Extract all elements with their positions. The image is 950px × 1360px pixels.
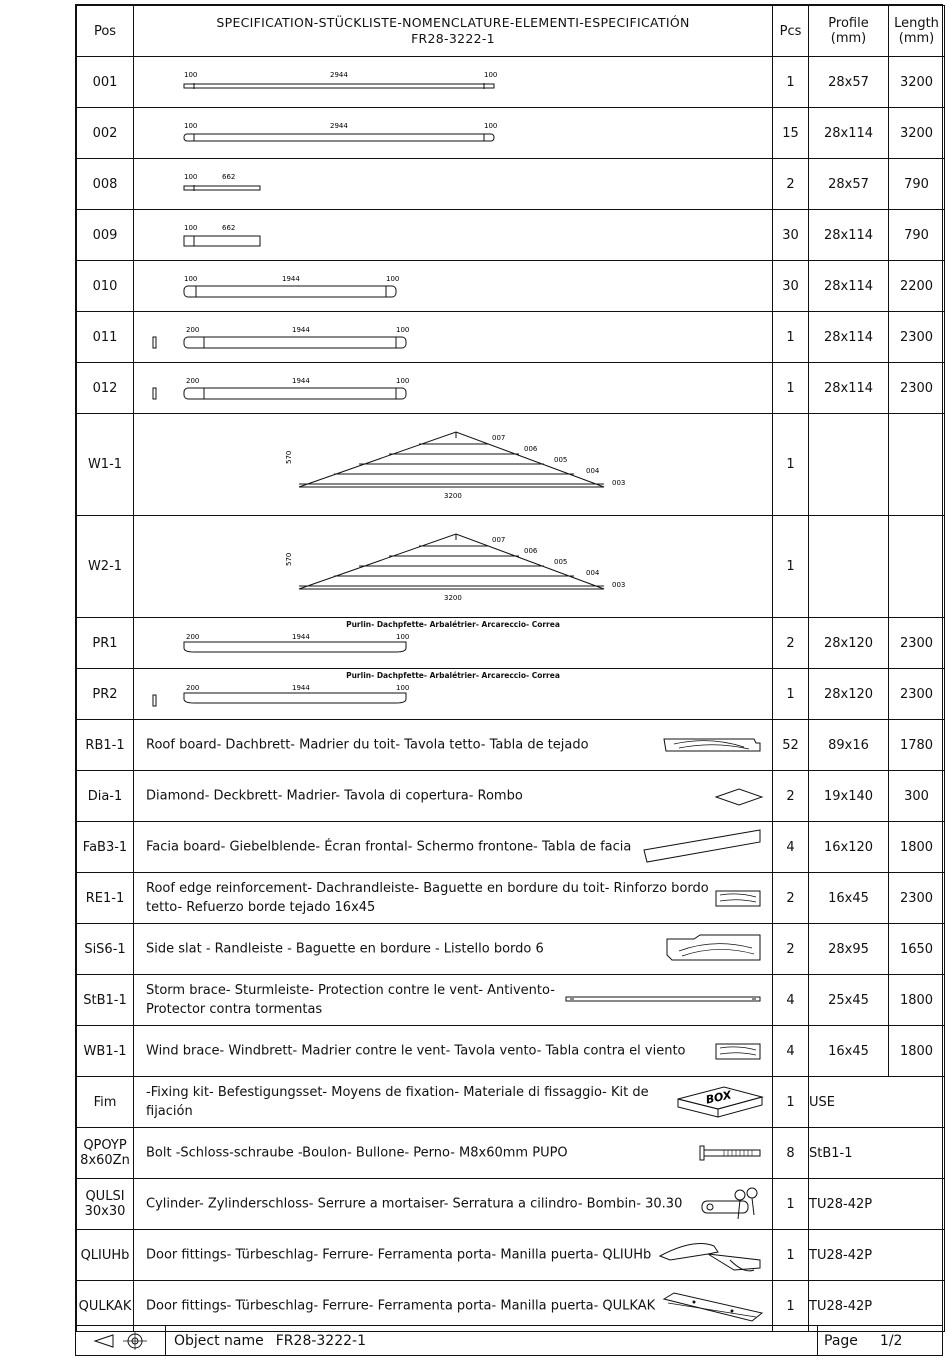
dim-label: 570: [285, 552, 293, 566]
row-pos: RE1-1: [77, 873, 134, 924]
dim-label: 200: [186, 377, 200, 385]
row-profile: 19x140: [809, 771, 889, 822]
row-use: TU28-42P: [809, 1281, 945, 1332]
door-handle-icon: [134, 1230, 773, 1281]
dim-label: 100: [396, 633, 410, 641]
row-pcs: 30: [773, 210, 809, 261]
description-cell: [134, 1179, 773, 1230]
row-length: 2300: [889, 312, 945, 363]
row-length: 1780: [889, 720, 945, 771]
row-length: [889, 414, 945, 516]
dim-label: 100: [386, 275, 400, 283]
row-pcs: 2: [773, 771, 809, 822]
row-pcs: 2: [773, 924, 809, 975]
row-pos: QLIUHb: [77, 1230, 134, 1281]
row-pos: 010: [77, 261, 134, 312]
side-slat-profile-icon: [134, 924, 773, 975]
description-cell: [134, 771, 773, 822]
dim-label: 662: [222, 224, 236, 232]
description-cell: [134, 1230, 773, 1281]
specification-sheet: [75, 4, 943, 1356]
row-length: 1800: [889, 1026, 945, 1077]
row-pcs: 2: [773, 873, 809, 924]
part-drawing-cell: [134, 159, 773, 210]
part-label: 005: [554, 558, 568, 566]
row-length: 2200: [889, 261, 945, 312]
object-name-label: Object name: [174, 1332, 264, 1349]
dim-label: 3200: [444, 594, 462, 602]
row-pos-line-2: 8x60Zn: [80, 1153, 130, 1168]
row-length: 3200: [889, 108, 945, 159]
dim-label: 1944: [292, 633, 310, 641]
sheet-code: FR28-3222-1: [411, 31, 495, 46]
row-length: 2300: [889, 363, 945, 414]
row-profile: 28x114: [809, 312, 889, 363]
table-row: [77, 771, 945, 822]
row-profile: 16x45: [809, 873, 889, 924]
page-label: Page: [824, 1332, 858, 1349]
part-description: Diamond- Deckbrett- Madrier- Tavola di copertura- Rombo: [146, 788, 523, 804]
table-row: [77, 1077, 945, 1128]
row-pcs: 1: [773, 312, 809, 363]
part-label: 004: [586, 569, 600, 577]
row-length: [889, 516, 945, 618]
header-profile: [809, 6, 889, 57]
description-cell: [134, 873, 773, 924]
row-pcs: 2: [773, 618, 809, 669]
roof-board-profile-icon: [134, 720, 773, 771]
edge-strip-icon: [134, 873, 773, 924]
row-profile: 28x120: [809, 618, 889, 669]
dim-label: 100: [484, 122, 498, 130]
row-profile: 28x114: [809, 261, 889, 312]
dim-label: 100: [396, 326, 410, 334]
description-line-2: tetto- Refuerzo borde tejado 16x45: [146, 900, 376, 915]
projection-symbol-cell: [76, 1326, 166, 1355]
description-cell: [134, 1281, 773, 1332]
plank-drawing: [134, 159, 773, 210]
row-profile: 28x114: [809, 363, 889, 414]
object-name-value: FR28-3222-1: [275, 1332, 366, 1349]
truss-drawing: [134, 516, 773, 618]
row-pcs: 1: [773, 1230, 809, 1281]
row-pos: 009: [77, 210, 134, 261]
row-pcs: 1: [773, 57, 809, 108]
page-cell: [818, 1326, 942, 1355]
dim-label: 1944: [282, 275, 300, 283]
part-description: Wind brace- Windbrett- Madrier contre le vent- Tavola vento- Tabla contra el viento: [146, 1043, 686, 1059]
part-description: Side slat - Randleiste - Baguette en bordure - Listello bordo 6: [146, 941, 544, 957]
diamond-icon: [134, 771, 773, 822]
plank-drawing: [134, 312, 773, 363]
description-line-1: Roof edge reinforcement- Dachrandleiste- Baguette en bordure du toit- Rinforzo bordo: [146, 881, 709, 896]
table-row: [77, 1281, 945, 1332]
header-length-label: Length: [894, 16, 939, 31]
plank-drawing: [134, 108, 773, 159]
dim-label: 200: [186, 326, 200, 334]
row-pos: W2-1: [77, 516, 134, 618]
table-row: [77, 618, 945, 669]
row-pos: Fim: [77, 1077, 134, 1128]
row-profile: 25x45: [809, 975, 889, 1026]
table-row: [77, 1026, 945, 1077]
dim-label: 200: [186, 684, 200, 692]
part-drawing-cell: [134, 363, 773, 414]
row-length: 1650: [889, 924, 945, 975]
row-pcs: 1: [773, 363, 809, 414]
table-row: [77, 1230, 945, 1281]
plank-drawing: [134, 210, 773, 261]
table-row: [77, 1179, 945, 1230]
row-pos: StB1-1: [77, 975, 134, 1026]
table-row: [77, 516, 945, 618]
wind-brace-icon: [134, 1026, 773, 1077]
table-row: [77, 822, 945, 873]
description-cell: [134, 975, 773, 1026]
row-length: 1800: [889, 822, 945, 873]
box-label: BOX: [704, 1088, 733, 1107]
plank-drawing: [134, 618, 773, 669]
row-pcs: 1: [773, 414, 809, 516]
row-pcs: 2: [773, 159, 809, 210]
row-pos: 002: [77, 108, 134, 159]
header-length-unit: (mm): [898, 31, 935, 46]
table-row: [77, 312, 945, 363]
sheet-title: SPECIFICATION-STÜCKLISTE-NOMENCLATURE-ELEMENTI-ESPECIFICATIÓN: [216, 15, 690, 30]
dim-label: 100: [184, 122, 198, 130]
row-profile: 28x114: [809, 108, 889, 159]
part-label: 006: [524, 445, 538, 453]
part-drawing-cell: [134, 108, 773, 159]
row-pos: [77, 1128, 134, 1179]
header-profile-label: Profile: [828, 16, 869, 31]
table-row: [77, 873, 945, 924]
storm-brace-icon: [134, 975, 773, 1026]
bolt-icon: [134, 1128, 773, 1179]
purlin-note: Purlin- Dachpfette- Arbalétrier- Arcareccio- Correa: [346, 620, 560, 629]
dim-label: 3200: [444, 492, 462, 500]
dim-label: 100: [184, 275, 198, 283]
row-use: USE: [809, 1077, 945, 1128]
description-cell: [134, 720, 773, 771]
part-label: 005: [554, 456, 568, 464]
table-row: [77, 720, 945, 771]
description-line-2: fijación: [146, 1104, 193, 1119]
dim-label: 200: [186, 633, 200, 641]
row-length: 2300: [889, 873, 945, 924]
part-label: 006: [524, 547, 538, 555]
row-profile: [809, 414, 889, 516]
row-pos: 011: [77, 312, 134, 363]
part-description: Door fittings- Türbeschlag- Ferrure- Ferramenta porta- Manilla puerta- QLIUHb: [146, 1247, 652, 1263]
row-use: TU28-42P: [809, 1179, 945, 1230]
table-row: [77, 924, 945, 975]
row-pcs: 1: [773, 669, 809, 720]
row-pos: RB1-1: [77, 720, 134, 771]
table-row: [77, 210, 945, 261]
row-length: 2300: [889, 669, 945, 720]
row-profile: 28x57: [809, 159, 889, 210]
row-profile: 28x95: [809, 924, 889, 975]
row-pcs: 1: [773, 1179, 809, 1230]
row-pos: PR2: [77, 669, 134, 720]
row-profile: 28x114: [809, 210, 889, 261]
row-profile: 89x16: [809, 720, 889, 771]
box-icon: [134, 1077, 773, 1128]
dim-label: 2944: [330, 122, 348, 130]
row-length: 790: [889, 159, 945, 210]
header-length: [889, 6, 945, 57]
row-profile: [809, 516, 889, 618]
row-pos: [77, 1179, 134, 1230]
table-row: [77, 363, 945, 414]
title-block-footer: [76, 1325, 942, 1355]
row-pcs: 4: [773, 1026, 809, 1077]
description-cell: [134, 1128, 773, 1179]
part-label: 007: [492, 536, 506, 544]
specification-table: [76, 5, 945, 1332]
dim-label: 100: [184, 71, 198, 79]
table-row: [77, 57, 945, 108]
plank-drawing: [134, 363, 773, 414]
part-label: 004: [586, 467, 600, 475]
row-pcs: 1: [773, 1077, 809, 1128]
part-drawing-cell: [134, 618, 773, 669]
dim-label: 100: [396, 377, 410, 385]
row-pos: Dia-1: [77, 771, 134, 822]
row-pos: WB1-1: [77, 1026, 134, 1077]
header-title-cell: [134, 6, 773, 57]
row-pcs: 4: [773, 975, 809, 1026]
table-row: [77, 975, 945, 1026]
truss-drawing-cell: [134, 414, 773, 516]
row-pos: QULKAK: [77, 1281, 134, 1332]
object-name-cell: [166, 1326, 818, 1355]
row-pos: 001: [77, 57, 134, 108]
description-cell: [134, 1077, 773, 1128]
row-pcs: 15: [773, 108, 809, 159]
page-number: 1/2: [879, 1332, 903, 1349]
row-pcs: 1: [773, 1281, 809, 1332]
plank-drawing: [134, 57, 773, 108]
dim-label: 1944: [292, 377, 310, 385]
dim-label: 100: [184, 224, 198, 232]
part-drawing-cell: [134, 312, 773, 363]
header-row: [77, 6, 945, 57]
row-pos: SiS6-1: [77, 924, 134, 975]
description-cell: [134, 822, 773, 873]
projection-symbol-icon: [91, 1331, 151, 1351]
row-length: 790: [889, 210, 945, 261]
row-length: 1800: [889, 975, 945, 1026]
table-row: [77, 1128, 945, 1179]
row-profile: 16x45: [809, 1026, 889, 1077]
header-profile-unit: (mm): [830, 31, 867, 46]
table-row: [77, 669, 945, 720]
table-row: [77, 414, 945, 516]
dim-label: 2944: [330, 71, 348, 79]
facia-board-icon: [134, 822, 773, 873]
row-pcs: 4: [773, 822, 809, 873]
row-pcs: 8: [773, 1128, 809, 1179]
door-plate-icon: [134, 1281, 773, 1332]
row-length: 3200: [889, 57, 945, 108]
row-profile: 16x120: [809, 822, 889, 873]
header-pos: Pos: [77, 6, 134, 57]
description-line-1: Storm brace- Sturmleiste- Protection contre le vent- Antivento-: [146, 983, 555, 998]
dim-label: 100: [184, 173, 198, 181]
part-description: Roof board- Dachbrett- Madrier du toit- Tavola tetto- Tabla de tejado: [146, 737, 589, 753]
dim-label: 662: [222, 173, 236, 181]
row-pcs: 52: [773, 720, 809, 771]
part-label: 003: [612, 479, 626, 487]
description-cell: [134, 924, 773, 975]
row-pos: FaB3-1: [77, 822, 134, 873]
dim-label: 1944: [292, 684, 310, 692]
cylinder-lock-icon: [134, 1179, 773, 1230]
row-pos: 012: [77, 363, 134, 414]
dim-label: 570: [285, 450, 293, 464]
dim-label: 1944: [292, 326, 310, 334]
purlin-note: Purlin- Dachpfette- Arbalétrier- Arcareccio- Correa: [346, 671, 560, 680]
row-length: 300: [889, 771, 945, 822]
row-profile: 28x120: [809, 669, 889, 720]
part-description: Facia board- Giebelblende- Écran frontal- Schermo frontone- Tabla de facia: [146, 839, 632, 855]
row-pcs: 1: [773, 516, 809, 618]
description-line-1: -Fixing kit- Befestigungsset- Moyens de fixation- Materiale di fissaggio- Kit de: [146, 1085, 649, 1100]
part-description: Door fittings- Türbeschlag- Ferrure- Ferramenta porta- Manilla puerta- QULKAK: [146, 1298, 656, 1314]
plank-drawing: [134, 669, 773, 720]
part-description: Bolt -Schloss-schraube -Boulon- Bullone- Perno- M8x60mm PUPO: [146, 1145, 568, 1161]
row-pos: 008: [77, 159, 134, 210]
part-label: 007: [492, 434, 506, 442]
table-row: [77, 159, 945, 210]
dim-label: 100: [396, 684, 410, 692]
part-drawing-cell: [134, 57, 773, 108]
row-pcs: 30: [773, 261, 809, 312]
truss-drawing: [134, 414, 773, 516]
row-use: TU28-42P: [809, 1230, 945, 1281]
part-drawing-cell: [134, 261, 773, 312]
part-description: Cylinder- Zylinderschloss- Serrure a mortaiser- Serratura a cilindro- Bombin- 30.30: [146, 1196, 683, 1212]
table-row: [77, 108, 945, 159]
row-profile: 28x57: [809, 57, 889, 108]
row-pos: PR1: [77, 618, 134, 669]
part-label: 003: [612, 581, 626, 589]
part-drawing-cell: [134, 210, 773, 261]
description-line-2: Protector contra tormentas: [146, 1002, 323, 1017]
description-cell: [134, 1026, 773, 1077]
table-row: [77, 261, 945, 312]
row-length: 2300: [889, 618, 945, 669]
row-use: StB1-1: [809, 1128, 945, 1179]
row-pos: W1-1: [77, 414, 134, 516]
plank-drawing: [134, 261, 773, 312]
row-pos-line-2: 30x30: [84, 1204, 126, 1219]
part-drawing-cell: [134, 669, 773, 720]
dim-label: 100: [484, 71, 498, 79]
row-pos-line-1: QPOYP: [83, 1138, 127, 1153]
header-pcs: Pcs: [773, 6, 809, 57]
row-pos-line-1: QULSI: [85, 1189, 125, 1204]
truss-drawing-cell: [134, 516, 773, 618]
